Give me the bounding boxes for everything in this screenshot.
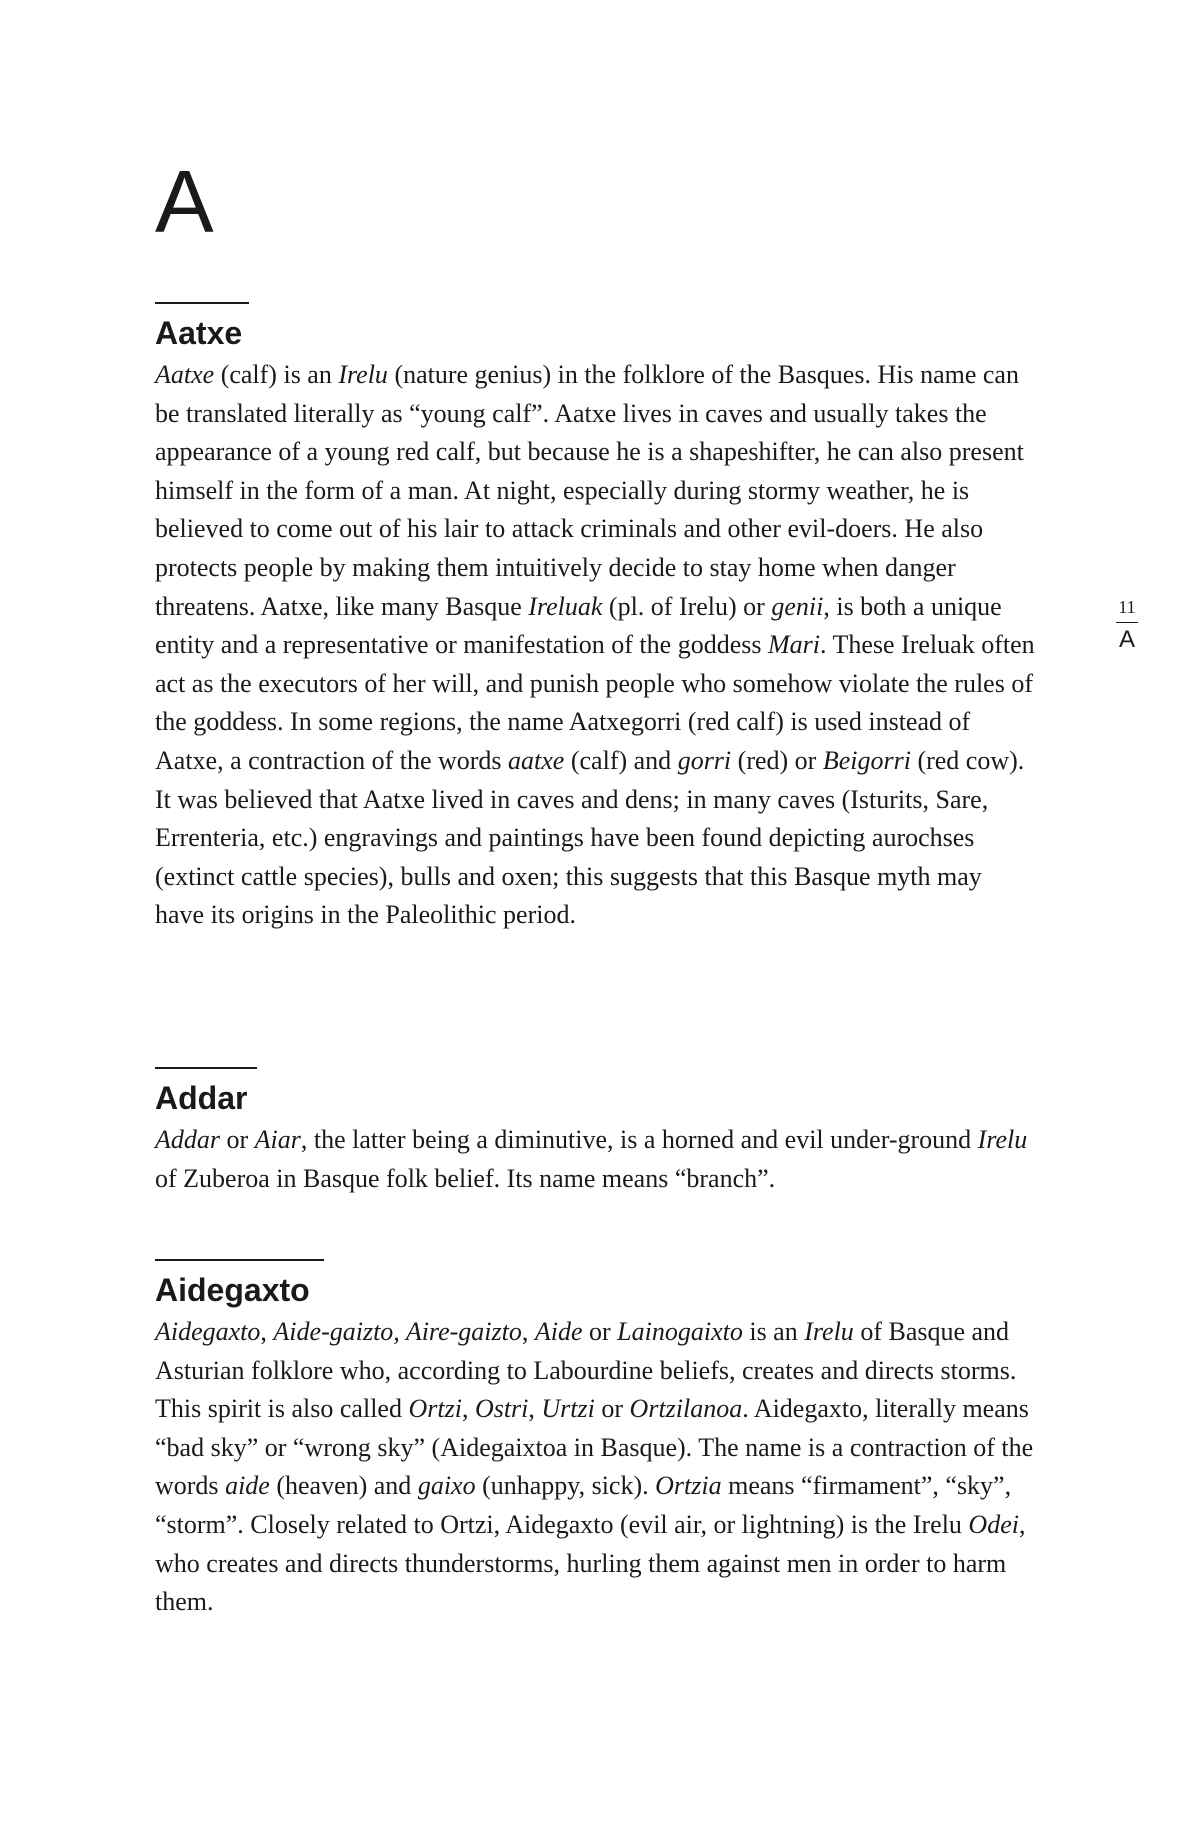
italic-term: Lainogaixto [617,1317,743,1346]
definition-text: (calf) is an [214,360,339,389]
definition-text: or [220,1125,255,1154]
entry-aatxe [155,302,1035,935]
italic-term: gorri [677,745,732,775]
entry-aidegaxto [155,1259,1035,1622]
italic-term: Addar [155,1125,220,1154]
definition-text: of Zuberoa in Basque folk belief. Its name means “branch”. [155,1163,776,1193]
entry-addar [155,1067,1035,1198]
definition-text: (heaven) and [269,1471,418,1501]
italic-term: Aide [534,1317,583,1346]
running-head-rule [1116,622,1138,623]
definition-text: of Basque and Asturian folklore who, according to Labourdine beliefs, creates and directs storms. This spirit is also called [155,1317,1017,1424]
definition-text: . These Ireluak often act as the executors of her will, and punish people who somehow violate the rules of the goddess. In some regions, the name Aatxegorri (red calf) is used instead of Aatxe, a contraction of the words [155,630,1035,775]
running-head [1110,596,1144,653]
italic-term: Ortzi [408,1394,462,1424]
definition-text: (calf) and [564,745,678,775]
italic-term: Irelu [977,1125,1028,1154]
definition-text: , the latter being a diminutive, is a horned and evil under-ground [300,1125,978,1154]
italic-term: Ortzilanoa [629,1394,743,1424]
italic-term: Aidegaxto [155,1317,261,1346]
italic-term: Ostri [474,1394,529,1424]
definition-text: (red) or [731,745,823,775]
italic-term: Beigorri [822,745,911,775]
italic-term: genii [771,591,824,621]
entry-definition [155,1121,1035,1198]
entry-definition [155,356,1035,935]
definition-text: (unhappy, sick). [475,1471,656,1501]
entry-rule [155,302,249,304]
italic-term: aatxe [508,745,565,775]
italic-term: Aiar [254,1125,301,1154]
definition-text: (red cow). It was believed that Aatxe lived in caves and dens; in many caves (Isturits, Sare, Errenteria, etc.) engravings and paintings have been found depicting aurochses (extinct cattle species), bulls and oxen; this suggests that this Basque myth may have its origins in the Paleolithic period. [155,745,1025,930]
italic-term: Ortzia [655,1471,722,1501]
section-letter: A [155,152,213,251]
entry-rule [155,1067,257,1069]
definition-text: means “firmament”, “sky”, “storm”. Closely related to Ortzi, Aidegaxto (evil air, or lightning) is the Irelu [155,1471,1012,1539]
definition-text: (nature genius) in the folklore of the Basques. His name can be translated literally as “young calf”. Aatxe lives in caves and usually takes the appearance of a young red calf, but because he is a shapeshifter, he can also present himself in the form of a man. At night, especially during stormy weather, he is believed to come out of his lair to attack criminals and other evil-doers. He also protects people by making them intuitively decide to stay home when danger threatens. Aatxe, like many Basque [155,360,1024,621]
entry-headword: Addar [155,1080,248,1116]
italic-term: Irelu [804,1317,854,1346]
definition-text: , [461,1394,475,1424]
definition-text: , [521,1317,535,1346]
definition-text: , who creates and directs thunderstorms, hurling them against men in order to harm them. [155,1509,1026,1617]
italic-term: aide [225,1471,270,1501]
running-head-letter: A [1118,626,1135,653]
entry-rule [155,1259,324,1261]
definition-text: , [260,1317,274,1346]
italic-term: Urtzi [541,1394,595,1424]
definition-text: , [528,1394,542,1424]
italic-term: Odei [968,1509,1019,1539]
italic-term: Aide-gaizto, Aire-gaizto [273,1317,522,1346]
definition-text: is an [742,1317,805,1346]
italic-term: gaixo [417,1471,476,1501]
definition-text: , is both a unique entity and a representative or manifestation of the goddess [155,591,1002,660]
entry-definition [155,1313,1035,1622]
italic-term: Aatxe [155,360,215,389]
italic-term: Irelu [338,360,388,389]
definition-text: or [594,1394,630,1424]
italic-term: Mari [767,630,820,660]
entry-headword: Aatxe [155,315,243,351]
page-number: 11 [1118,597,1136,617]
definition-text: (pl. of Irelu) or [602,591,772,621]
definition-text: . Aidegaxto, literally means “bad sky” or “wrong sky” (Aidegaixtoa in Basque). The name is a contraction of the words [155,1394,1034,1501]
italic-term: Ireluak [528,591,603,621]
entry-headword: Aidegaxto [155,1272,310,1308]
definition-text: or [582,1317,618,1346]
